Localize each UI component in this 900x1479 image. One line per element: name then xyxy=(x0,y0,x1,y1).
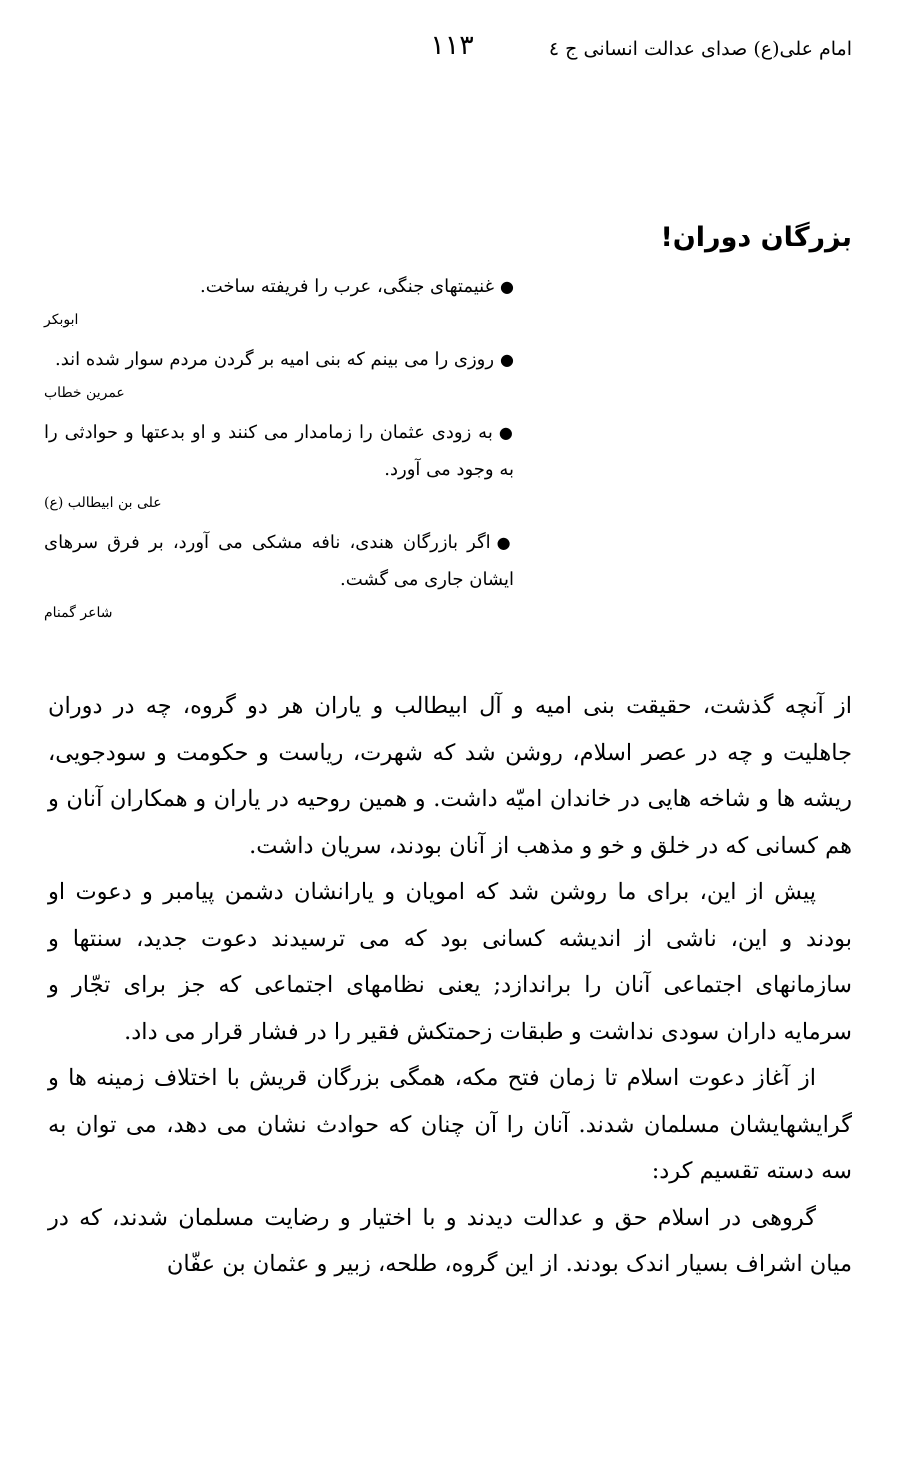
quote-text: اگر بازرگان هندی، نافه مشکی می آورد، بر فرق سرهای ایشان جاری می گشت. xyxy=(44,532,514,590)
quote-author: ابوبکر xyxy=(44,312,79,328)
quote-item xyxy=(44,341,514,378)
bullet-icon: ● xyxy=(500,277,514,296)
bullet-icon: ● xyxy=(496,533,514,552)
quote-item xyxy=(44,268,514,305)
quote-author: عمرین خطاب xyxy=(44,385,125,401)
paragraph: از آغاز دعوت اسلام تا زمان فتح مکه، همگی بزرگان قریش با اختلاف زمینه ها و گرایشهایشان مسلمان شدند. آنان را آن چنان که حوادث نشان می دهد، می توان به سه دسته تقسیم کرد: xyxy=(48,1065,852,1184)
quote-item xyxy=(44,524,514,598)
bullet-icon: ● xyxy=(500,350,514,369)
section-title: بزرگان دوران! xyxy=(660,222,852,253)
quotes-block xyxy=(44,268,514,634)
quote-author: شاعر گمنام xyxy=(44,605,113,621)
bullet-icon: ● xyxy=(498,423,514,442)
page-number: ١١٣ xyxy=(430,30,474,61)
quote-author: علی بن ابیطالب (ع) xyxy=(44,495,162,511)
paragraph: از آنچه گذشت، حقیقت بنی امیه و آل ابیطالب و یاران هر دو گروه، چه در دوران جاهلیت و چه در عصر اسلام، روشن شد که شهرت، ریاست و حکومت و سودجویی، ریشه ها و شاخه هایی در خاندان امیّه داشت. و همین روحیه در یاران و همکاران آنان و هم کسانی که در خلق و خو و مذهب از آنان بودند، سریان داشت. xyxy=(48,693,852,859)
quote-text: روزی را می بینم که بنی امیه بر گردن مردم سوار شده اند. xyxy=(55,349,495,370)
quote-text: غنیمتهای جنگی، عرب را فریفته ساخت. xyxy=(199,276,495,297)
body-text xyxy=(48,683,852,1288)
quote-text: به زودی عثمان را زمامدار می کنند و او بدعتها و حوادثی را به وجود می آورد. xyxy=(44,422,514,480)
paragraph: گروهی در اسلام حق و عدالت دیدند و با اختیار و رضایت مسلمان شدند، که در میان اشراف بسیار اندک بودند. از این گروه، طلحه، زبیر و عثمان بن عفّان xyxy=(48,1204,852,1277)
running-title: امام علی(ع) صدای عدالت انسانی ج ٤ xyxy=(548,38,852,60)
quote-item xyxy=(44,414,514,488)
paragraph: پیش از این، برای ما روشن شد که امویان و یارانشان دشمن پیامبر و دعوت او بودند و این، ناشی از اندیشه کسانی بود که می ترسیدند دعوت جدید، سنتها و سازمانهای اجتماعی آنان را براندازد; یعنی نظامهای اجتماعی که جز برای تجّار و سرمایه داران سودی نداشت و طبقات زحمتکش فقیر را در فشار قرار می داد. xyxy=(48,879,852,1045)
